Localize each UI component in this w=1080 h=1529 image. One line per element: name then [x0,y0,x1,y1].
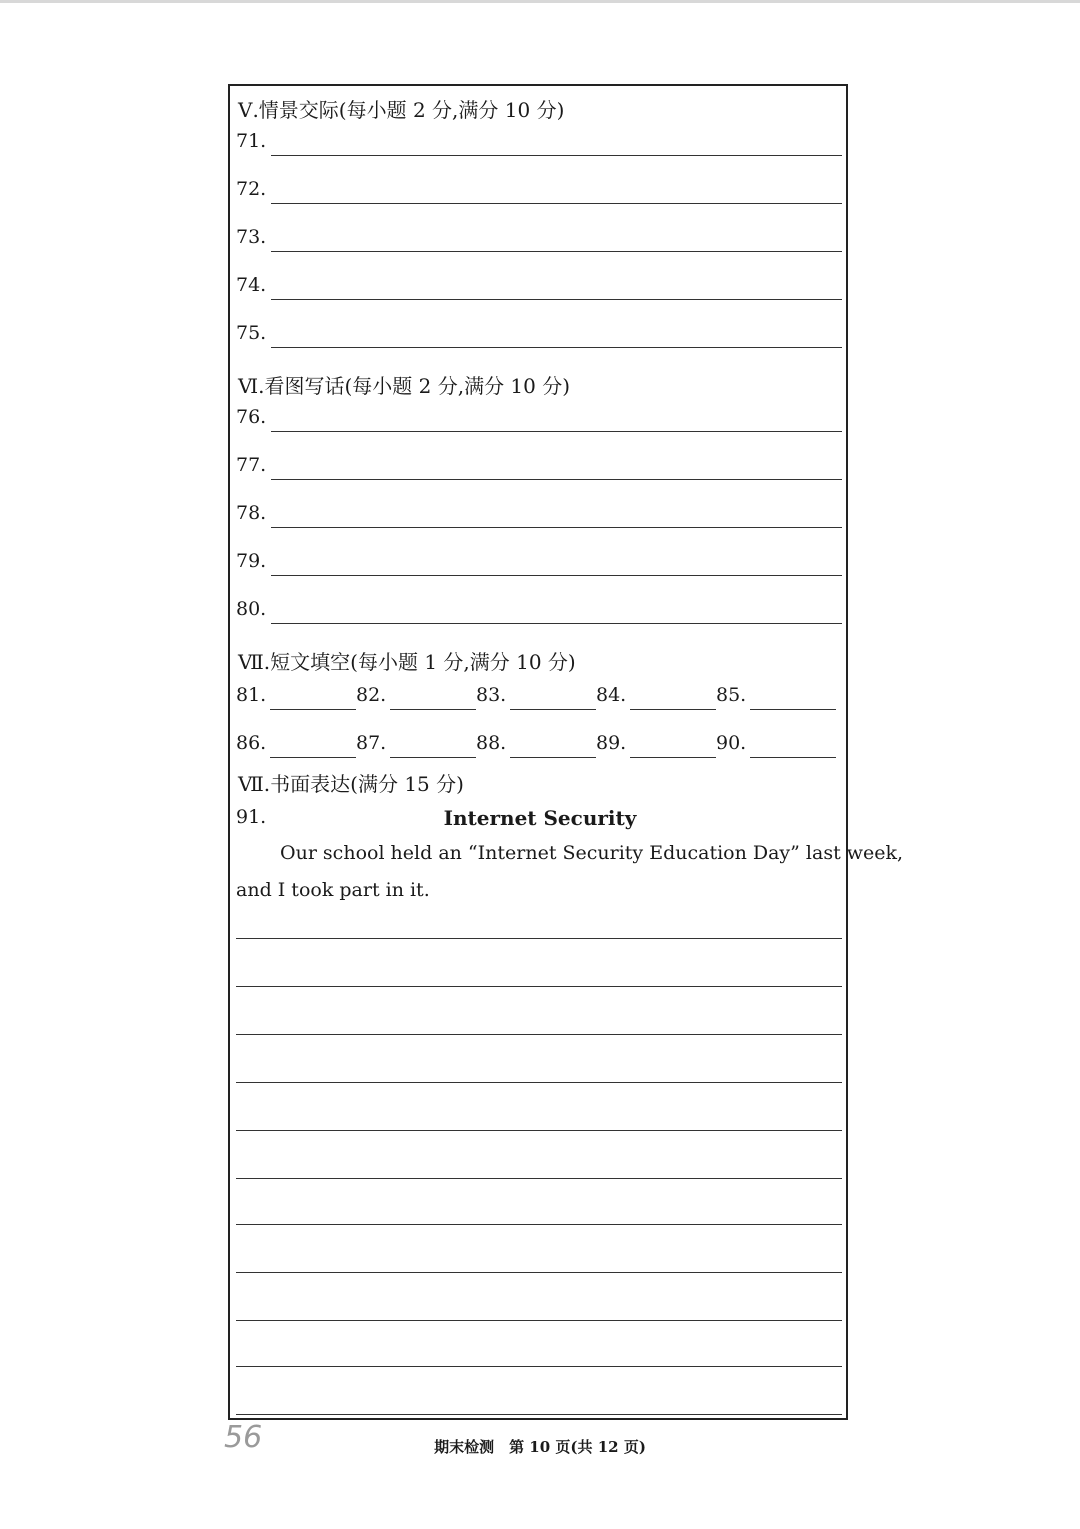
essay-question-number: 91. [236,806,267,828]
answer-line[interactable] [271,575,842,576]
blank-line[interactable] [270,709,356,710]
essay-prompt-line-2: and I took part in it. [236,879,430,901]
writing-line[interactable] [236,1272,842,1273]
blank-line[interactable] [510,709,596,710]
top-rule [0,0,1080,3]
essay-prompt-line-1: Our school held an “Internet Security Education Day” last week, [280,842,904,864]
writing-line[interactable] [236,1414,842,1415]
section-8-heading: Ⅶ.书面表达(满分 15 分) [238,772,464,796]
blank-line[interactable] [390,709,476,710]
question-number: 83. [476,684,507,706]
question-number: 88. [476,732,507,754]
answer-line[interactable] [271,155,842,156]
answer-line[interactable] [271,623,842,624]
question-number: 74. [236,274,267,296]
writing-line[interactable] [236,1178,842,1179]
answer-line[interactable] [271,479,842,480]
question-number: 80. [236,598,267,620]
writing-line[interactable] [236,1366,842,1367]
blank-line[interactable] [750,757,836,758]
writing-line[interactable] [236,1034,842,1035]
blank-line[interactable] [630,757,716,758]
answer-sheet-frame [228,84,904,1420]
blank-83[interactable] [476,680,596,710]
question-number: 89. [596,732,627,754]
question-number: 85. [716,684,747,706]
question-number: 87. [356,732,387,754]
page-number: 56 [224,1420,263,1455]
section-5-heading: Ⅴ.情景交际(每小题 2 分,满分 10 分) [238,98,565,122]
answer-row-73[interactable] [236,222,842,252]
answer-row-75[interactable] [236,318,842,348]
blank-88[interactable] [476,728,596,758]
blank-85[interactable] [716,680,836,710]
writing-line[interactable] [236,1320,842,1321]
question-number: 76. [236,406,267,428]
answer-row-74[interactable] [236,270,842,300]
question-number: 71. [236,130,267,152]
blank-87[interactable] [356,728,476,758]
answer-line[interactable] [271,431,842,432]
answer-row-72[interactable] [236,174,842,204]
blank-84[interactable] [596,680,716,710]
blank-82[interactable] [356,680,476,710]
question-number: 84. [596,684,627,706]
blank-line[interactable] [750,709,836,710]
question-number: 73. [236,226,267,248]
question-number: 81. [236,684,267,706]
blank-line[interactable] [390,757,476,758]
question-number: 77. [236,454,267,476]
question-number: 86. [236,732,267,754]
answer-line[interactable] [271,347,842,348]
answer-row-76[interactable] [236,402,842,432]
essay-title: Internet Security [443,806,637,830]
blank-line[interactable] [510,757,596,758]
footer-text: 期末检测 第 10 页(共 12 页) [434,1438,646,1456]
answer-line[interactable] [271,299,842,300]
writing-line[interactable] [236,1130,842,1131]
answer-row-79[interactable] [236,546,842,576]
answer-row-80[interactable] [236,594,842,624]
answer-row-78[interactable] [236,498,842,528]
question-number: 82. [356,684,387,706]
blank-row-2 [236,728,842,758]
section-6-heading: Ⅵ.看图写话(每小题 2 分,满分 10 分) [238,374,571,398]
blank-86[interactable] [236,728,356,758]
writing-line[interactable] [236,1224,842,1225]
question-number: 72. [236,178,267,200]
answer-line[interactable] [271,251,842,252]
writing-line[interactable] [236,938,842,939]
writing-line[interactable] [236,986,842,987]
question-number: 75. [236,322,267,344]
answer-row-77[interactable] [236,450,842,480]
answer-row-71[interactable] [236,126,842,156]
answer-line[interactable] [271,203,842,204]
blank-81[interactable] [236,680,356,710]
blank-line[interactable] [630,709,716,710]
writing-line[interactable] [236,1082,842,1083]
section-7-heading: Ⅶ.短文填空(每小题 1 分,满分 10 分) [238,650,576,674]
blank-89[interactable] [596,728,716,758]
question-number: 79. [236,550,267,572]
question-number: 78. [236,502,267,524]
answer-line[interactable] [271,527,842,528]
blank-90[interactable] [716,728,836,758]
blank-row-1 [236,680,842,710]
blank-line[interactable] [270,757,356,758]
question-number: 90. [716,732,747,754]
